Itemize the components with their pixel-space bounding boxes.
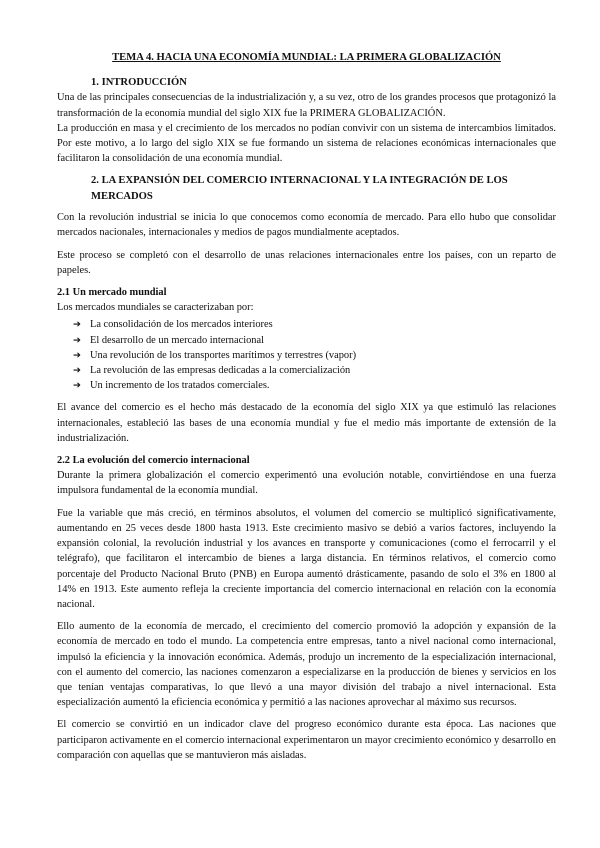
mercado-bullet-list bbox=[57, 317, 556, 393]
evolucion-paragraph-3: Ello aumento de la economía de mercado, el crecimiento del comercio promovió la adopción y expansión de la economía de mercado en todo el mundo. La competencia entre empresas, tanto a nivel nacional como internacional, impulsó la eficiencia y la innovación económica. Además, produjo un incremento de la especialización internacional, con el aumento del comercio, las naciones comenzaron a especializarse en la producción de bienes y servicios en los que tenían ventajas comparativas, lo que llevó a una mayor división del trabajo a nivel internacional. Esta especialización aumentó la eficiencia económica y permitió a las naciones aprovechar al máximo sus recursos. bbox=[57, 621, 556, 709]
list-item: ➔ El desarrollo de un mercado internacional bbox=[73, 333, 556, 348]
evolucion-paragraph-4: El comercio se convirtió en un indicador clave del progreso económico durante esta época. Las naciones que participaron activamente en el comercio internacional experimentaron un mayor crecimiento económico y desarrollo en comparación con aquellas que se mantuvieron más aisladas. bbox=[57, 719, 556, 761]
evolucion-paragraph-1: Durante la primera globalización el comercio experimentó una evolución notable, convirtiéndose en una fuerza impulsora fundamental de la economía mundial. bbox=[57, 470, 556, 497]
subsection-heading-evolucion: 2.2 La evolución del comercio internacional bbox=[57, 455, 250, 467]
expansion-paragraph-1: Con la revolución industrial se inicia lo que conocemos como economía de mercado. Para ello hubo que consolidar mercados nacionales, internacionales y medios de pagos mundialmente aceptados. bbox=[57, 212, 556, 239]
arrow-right-icon: ➔ bbox=[73, 349, 81, 361]
section-heading-introduccion: 1. INTRODUCCIÓN bbox=[91, 77, 187, 89]
arrow-right-icon: ➔ bbox=[73, 319, 81, 331]
mercado-closing-paragraph: El avance del comercio es el hecho más destacado de la economía del siglo XIX ya que estimuló las relaciones internacionales, estableció las bases de una economía mundial y fue el medio más importante de extensión de la industrialización. bbox=[57, 402, 556, 444]
list-item: ➔ La consolidación de los mercados interiores bbox=[73, 317, 556, 332]
arrow-right-icon: ➔ bbox=[73, 334, 81, 346]
list-item: ➔ La revolución de las empresas dedicadas a la comercialización bbox=[73, 363, 556, 378]
mercado-intro: Los mercados mundiales se caracterizaban por: bbox=[57, 302, 254, 314]
intro-paragraph-2: La producción en masa y el crecimiento de los mercados no podían convivir con un sistema de intercambios limitados. Por este motivo, a lo largo del siglo XIX se fue formando un sistema de relaciones económicas internacionales que facilitaron la consolidación de una economía mundial. bbox=[57, 122, 556, 165]
arrow-right-icon: ➔ bbox=[73, 365, 81, 377]
list-item: ➔ Una revolución de los transportes marítimos y terrestres (vapor) bbox=[73, 348, 556, 363]
arrow-right-icon: ➔ bbox=[73, 380, 81, 392]
expansion-paragraph-2: Este proceso se completó con el desarrollo de unas relaciones internacionales entre los países, con un reparto de papeles. bbox=[57, 249, 556, 276]
subsection-heading-mercado-mundial: 2.1 Un mercado mundial bbox=[57, 287, 167, 299]
section-heading-expansion: 2. LA EXPANSIÓN DEL COMERCIO INTERNACIONAL Y LA INTEGRACIÓN DE LOS MERCADOS bbox=[91, 175, 508, 202]
document-title: TEMA 4. HACIA UNA ECONOMÍA MUNDIAL: LA PRIMERA GLOBALIZACIÓN bbox=[112, 52, 501, 63]
evolucion-paragraph-2: Fue la variable que más creció, en términos absolutos, el volumen del comercio se multiplicó significativamente, aumentando en 25 veces desde 1800 hasta 1913. Este crecimiento masivo se debió a varios factores, incluyendo la expansión colonial, la revolución industrial y los avances en transporte y comunicaciones (como el ferrocarril y el telégrafo), que facilitaron el intercambio de bienes a larga distancia. En términos relativos, el comercio como porcentaje del Producto Nacional Bruto (PNB) en Europa aumentó drásticamente, pasando de solo el 3% en 1800 al 14% en 1913. Este aumento refleja la creciente importancia del comercio internacional en relación con la economía nacional. bbox=[57, 507, 556, 610]
intro-paragraph-1: Una de las principales consecuencias de la industrialización y, a su vez, otro de los grandes procesos que protagonizó la transformación de la economía mundial del siglo XIX fue la PRIMERA GLOBALIZACIÓN. bbox=[57, 92, 556, 119]
list-item: ➔ Un incremento de los tratados comerciales. bbox=[73, 378, 556, 393]
